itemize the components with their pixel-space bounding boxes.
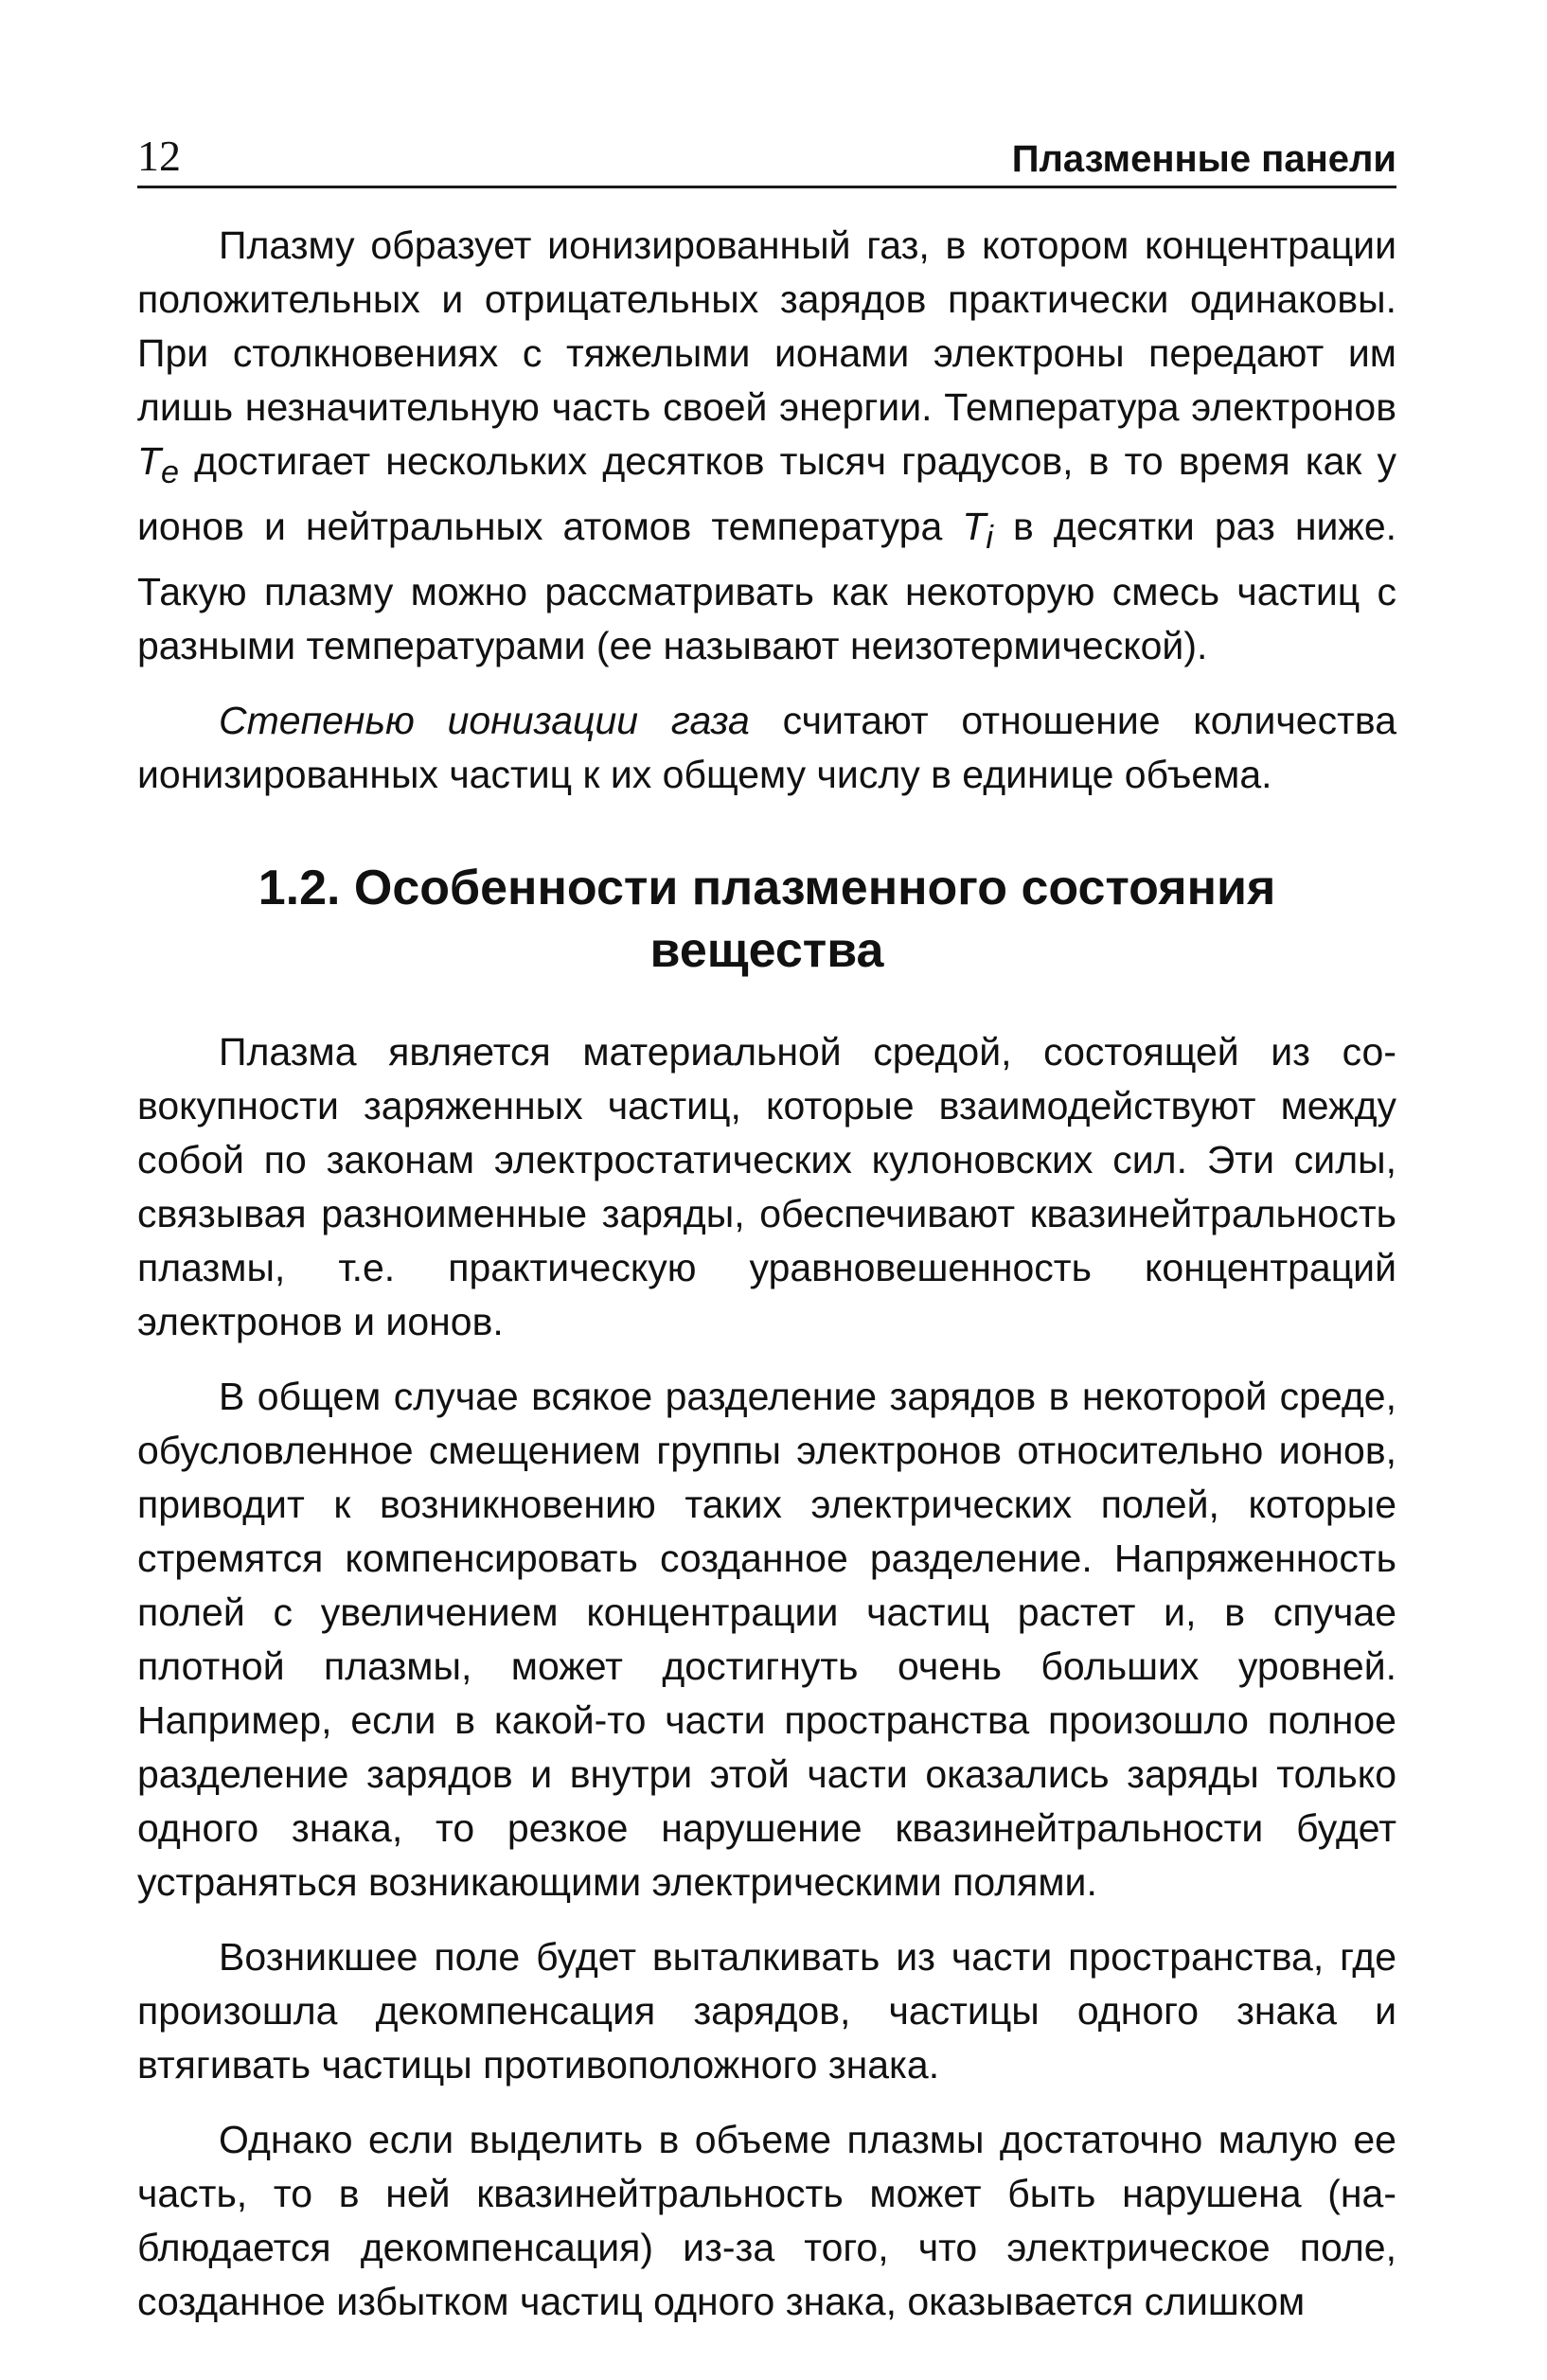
running-header <box>137 114 1396 188</box>
body-text <box>137 219 1396 2329</box>
paragraph-field-effect: Возникшее поле будет выталкивать из части пространства, где произошла декомпенсация зарядов, частицы одного знака и втягивать частицы противоположного знака. <box>137 1935 1396 2087</box>
ion-temperature-symbol: $T_i$ <box>962 505 993 557</box>
paragraph-ionization-degree <box>137 694 1396 802</box>
electron-temperature-symbol: $T_e$ <box>137 439 180 491</box>
running-title: Плазменные панели <box>1011 138 1396 180</box>
paragraph-charge-separation: В общем случае всякое разделение зарядов в некоторой среде, обусловленное смещением группы электронов относительно ионов, приводит к возникновению таких электрических полей, которые стремятся компенсировать созданное разделение. Напряженность полей с увеличением концентрации частиц растет и, в спучае плотной плазмы, может достигнуть очень больших уровней. Например, если в какой-то части пространства произошло полное разделение зарядов и внутри этой части оказались заряды только одного знака, то резкое нарушение квазинейтральности будет устраняться возникающими электрическими полями. <box>137 1375 1396 1905</box>
section-number: 1.2. <box>258 861 341 916</box>
page-number: 12 <box>137 132 181 180</box>
paragraph-plasma-medium: Плазма является материальной средой, состоящей из совокупности заряженных частиц, которые взаимодействуют между собой по законам электростатических кулоновских сил. Эти силы, связывая разноименные заряды, обеспечивают квазинейтральность плазмы, т.е. практическую уравновешенность концентраций электронов и ионов. <box>137 1030 1396 1344</box>
paragraph-plasma-definition <box>137 219 1396 673</box>
paragraph-text: Плазму образует ионизированный газ, в котором концентрации положительных и отрицательных зарядов практически одинаковы. При столкновениях с тяжелыми ионами электроны передают им лишь незначительную часть своей энергии. Температура электронов <box>137 223 1396 429</box>
section-heading <box>137 857 1396 982</box>
paragraph-text: достигает нескольких десятков тысяч градусов, в то время как у ионов и нейтральных атомов температура <box>137 439 1396 549</box>
paragraph-text: считают отношение количества ионизированных частиц к их общему числу в единице объема. <box>137 699 1396 797</box>
paragraph-local-decompensation: Однако если выделить в объеме плазмы достаточно малую ее часть, то в ней квазинейтральность может быть нарушена (наблюдается декомпенсация) из-за того, что электрическое поле, созданное избытком частиц одного знака, оказывается слишком <box>137 2118 1396 2324</box>
section-title: Особенности плазменного состояния вещества <box>353 861 1276 979</box>
defined-term: Степенью ионизации газа <box>219 699 750 743</box>
paragraph-text: в десятки раз ниже. Такую плазму можно рассматривать как некоторую смесь частиц с разными температурами (ее называют неизотермической). <box>137 505 1397 668</box>
book-page <box>137 114 1396 2350</box>
